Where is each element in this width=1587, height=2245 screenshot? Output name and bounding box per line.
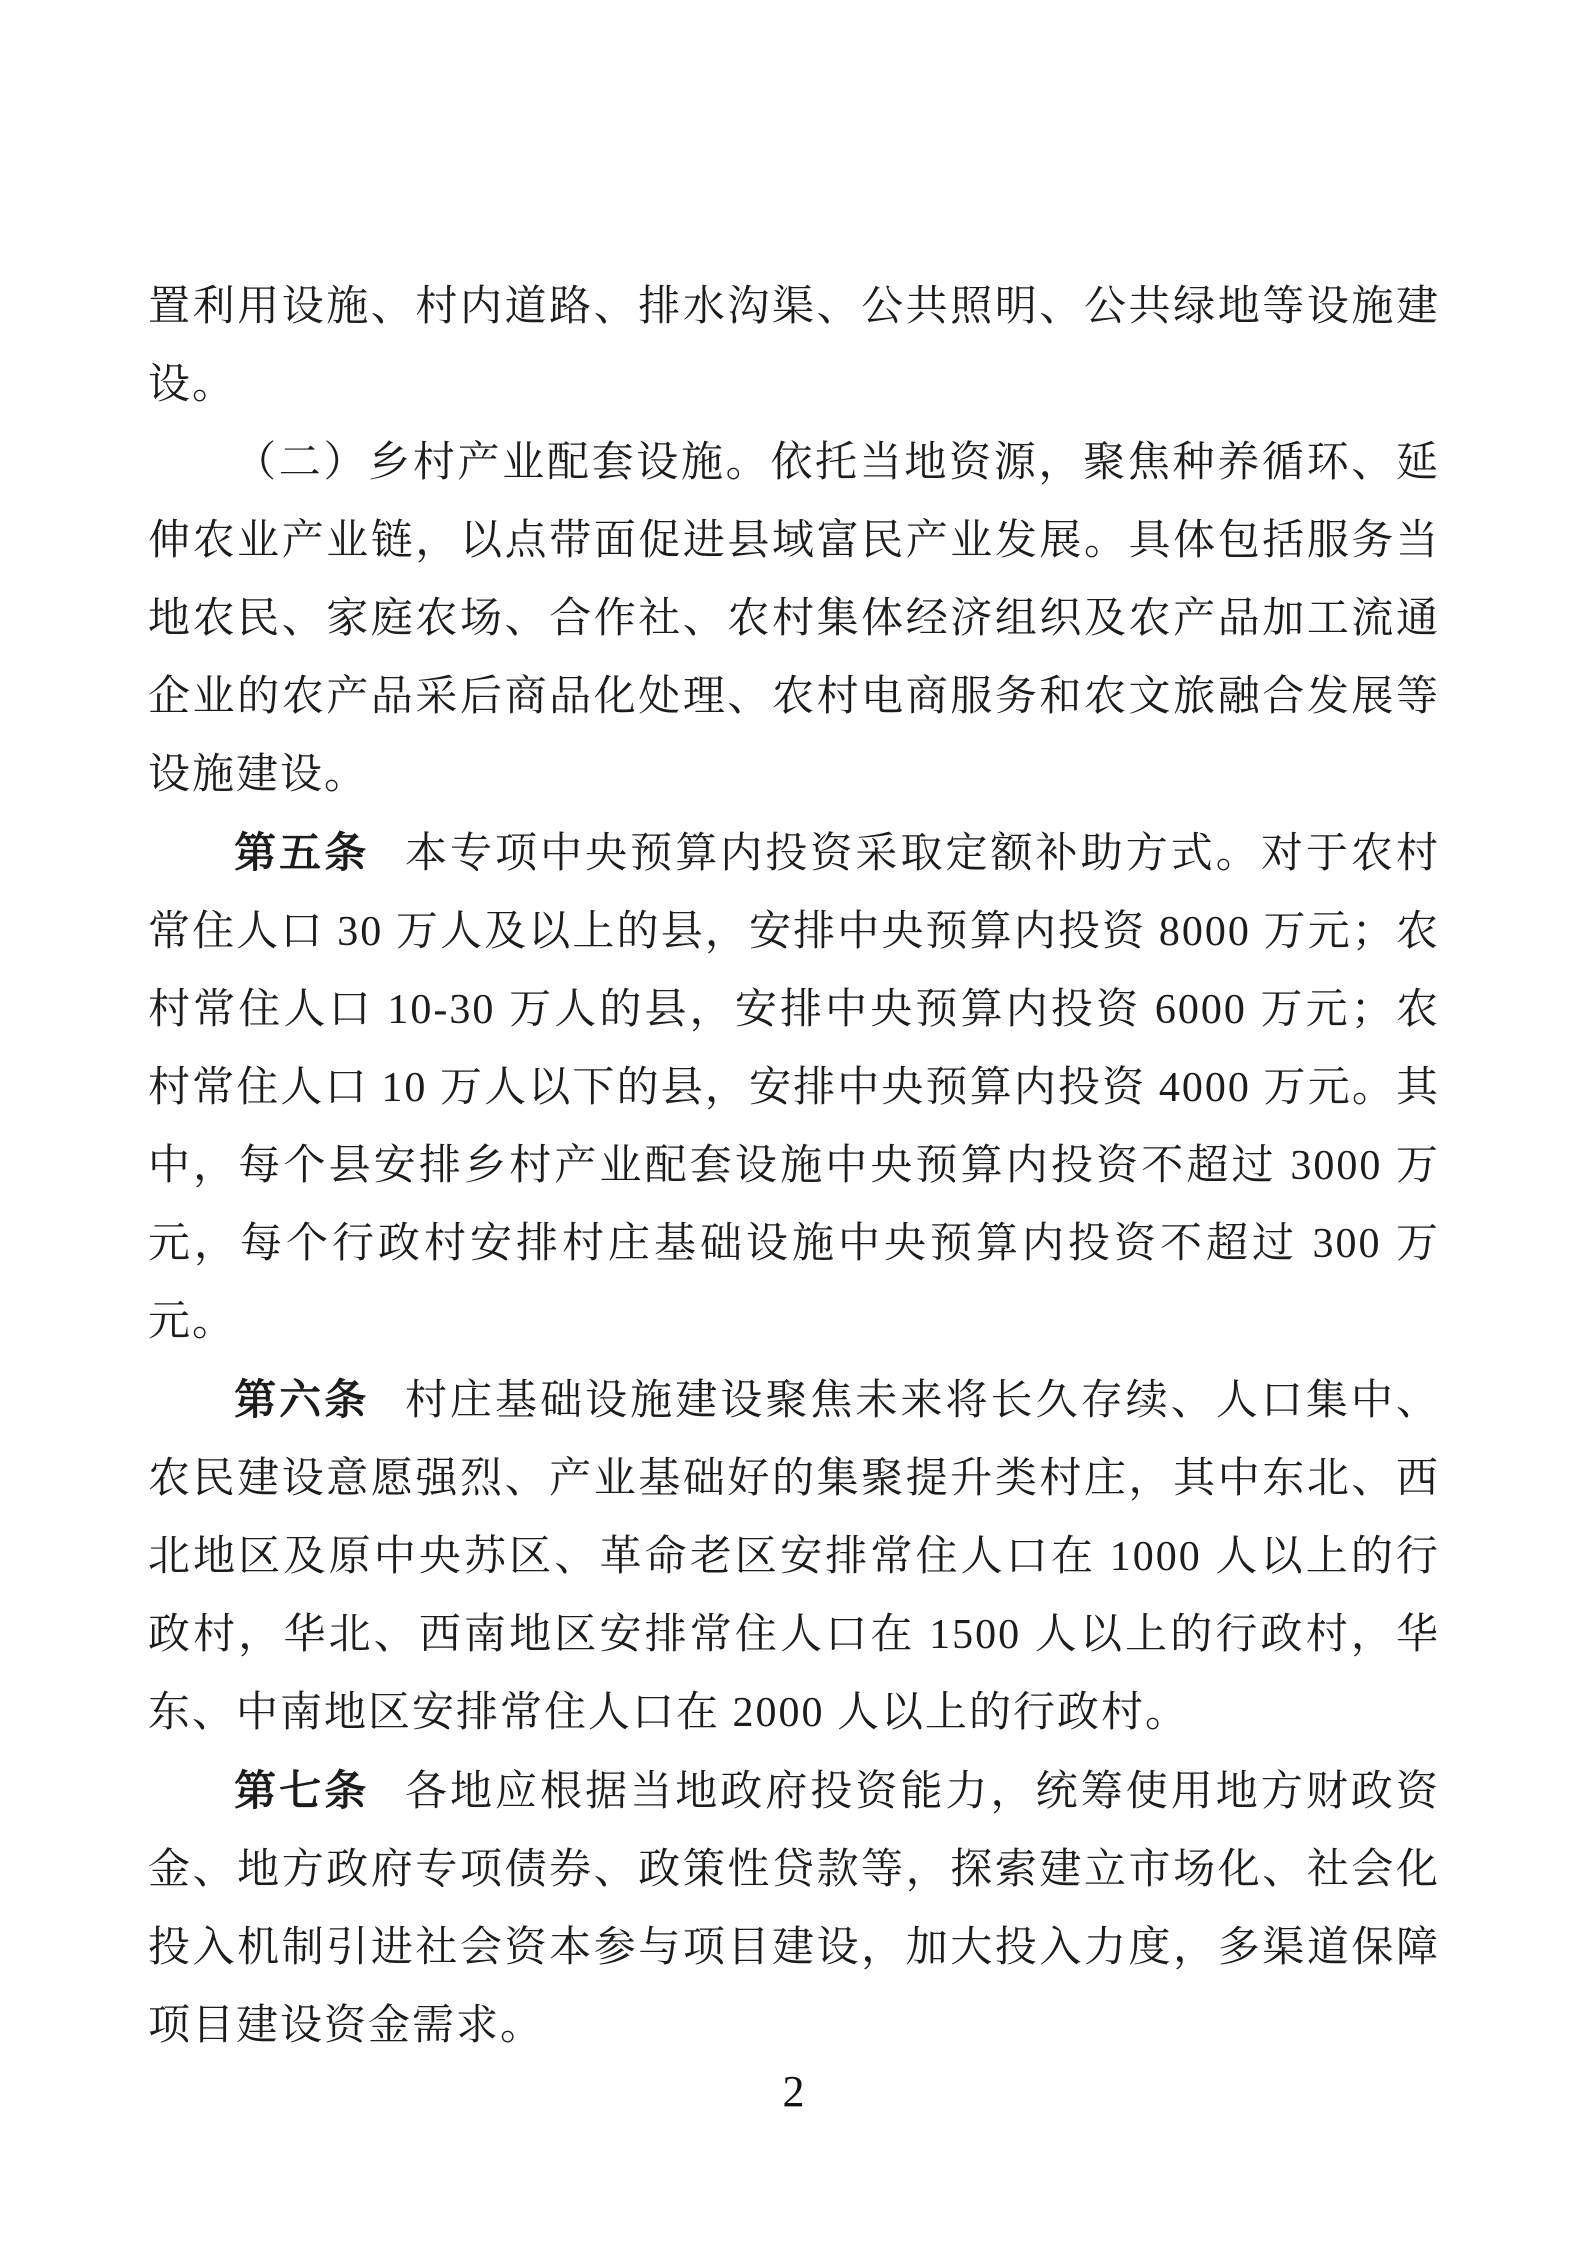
paragraph-text: （二）乡村产业配套设施。依托当地资源，聚焦种养循环、延伸农业产业链，以点带面促进县域富民产业发展。具体包括服务当地农民、家庭农场、合作社、农村集体经济组织及农产品加工流通企业的农产品采后商品化处理、农村电商服务和农文旅融合发展等设施建设。: [148, 440, 1440, 798]
paragraph-article-6: [148, 1361, 1440, 1752]
page-number: 2: [782, 2067, 805, 2116]
document-body: [148, 268, 1440, 2065]
paragraph-item-two: [148, 424, 1440, 814]
paragraph-continuation: [148, 268, 1440, 424]
paragraph-article-5: [148, 814, 1440, 1361]
paragraph-text: 村庄基础设施建设聚焦未来将长久存续、人口集中、农民建设意愿强烈、产业基础好的集聚提升类村庄，其中东北、西北地区及原中央苏区、革命老区安排常住人口在 1000 人以上的行政村，华北、西南地区安排常住人口在 1500 人以上的行政村，华东、中南地区安排常住人口在 2000 人以上的行政村。: [148, 1378, 1440, 1736]
paragraph-text: 各地应根据当地政府投资能力，统筹使用地方财政资金、地方政府专项债券、政策性贷款等，探索建立市场化、社会化投入机制引进社会资本参与项目建设，加大投入力度，多渠道保障项目建设资金需求。: [148, 1769, 1440, 2049]
article-number-label: 第七条: [234, 1767, 370, 1814]
paragraph-text: 本专项中央预算内投资采取定额补助方式。对于农村常住人口 30 万人及以上的县，安排中央预算内投资 8000 万元；农村常住人口 10-30 万人的县，安排中央预算内投资 6000 万元；农村常住人口 10 万人以下的县，安排中央预算内投资 4000 万元。其中，每个县安排乡村产业配套设施中央预算内投资不超过 3000 万元，每个行政村安排村庄基础设施中央预算内投资不超过 300 万元。: [148, 831, 1440, 1345]
paragraph-article-7: [148, 1752, 1440, 2065]
paragraph-text: 置利用设施、村内道路、排水沟渠、公共照明、公共绿地等设施建设。: [148, 284, 1440, 408]
article-number-label: 第五条: [234, 829, 370, 876]
article-number-label: 第六条: [234, 1376, 370, 1423]
